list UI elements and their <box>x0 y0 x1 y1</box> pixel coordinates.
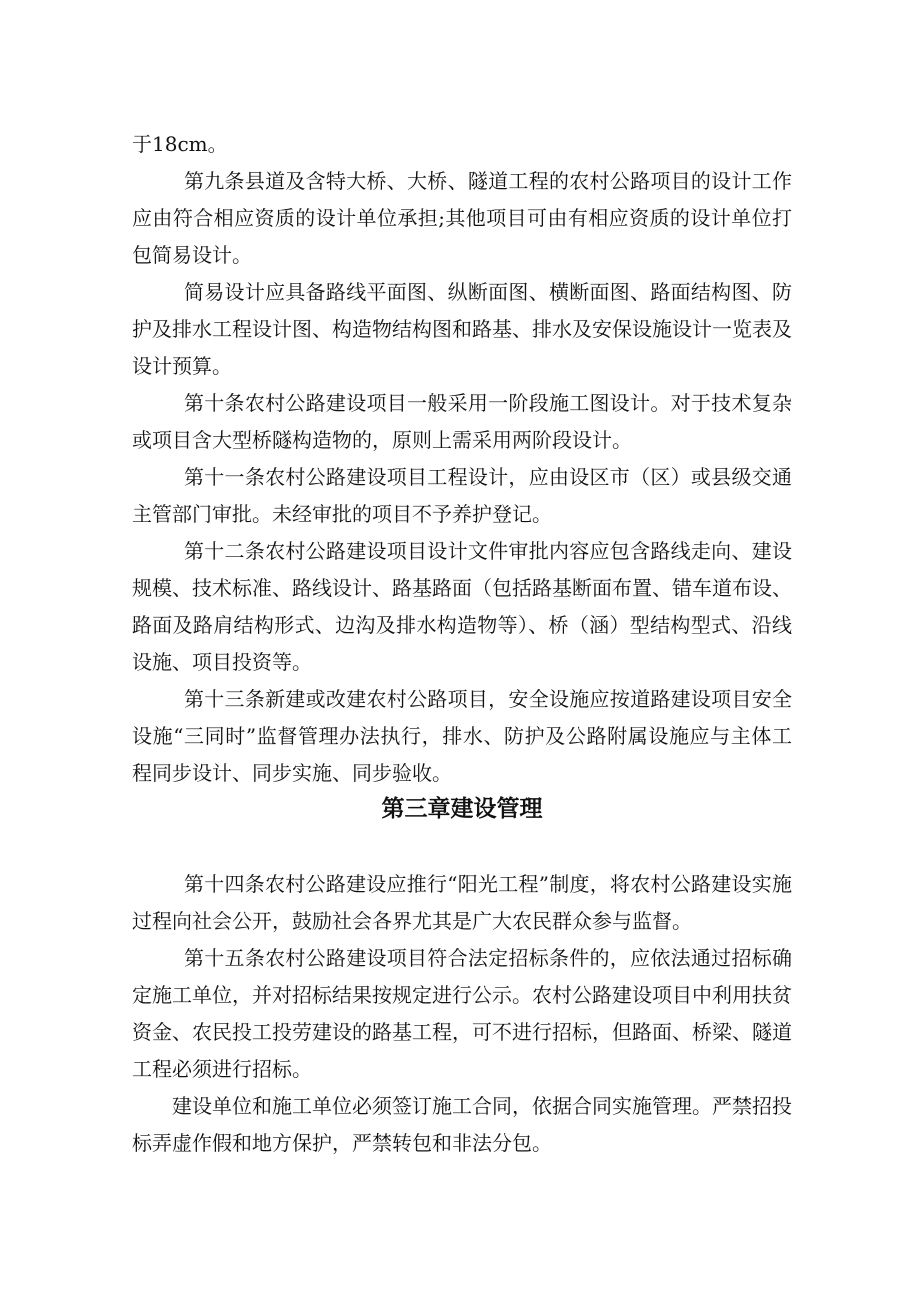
paragraph-article-15: 第十五条农村公路建设项目符合法定招标条件的，应依法通过招标确定施工单位，并对招标结果按规定进行公示。农村公路建设项目中利用扶贫资金、农民投工投劳建设的路基工程，可不进行招标，但路面、桥梁、隧道工程必须进行招标。 <box>132 946 792 1081</box>
paragraph-article-9: 第九条县道及含特大桥、大桥、隧道工程的农村公路项目的设计工作应由符合相应资质的设计单位承担;其他项目可由有相应资质的设计单位打包简易设计。 <box>132 169 792 267</box>
paragraph-article-14: 第十四条农村公路建设应推行“阳光工程”制度，将农村公路建设实施过程向社会公开，鼓励社会各界尤其是广大农民群众参与监督。 <box>132 872 792 933</box>
paragraph-article-11: 第十一条农村公路建设项目工程设计，应由设区市（区）或县级交通主管部门审批。未经审批的项目不予养护登记。 <box>132 465 792 526</box>
paragraph-article-12: 第十二条农村公路建设项目设计文件审批内容应包含路线走向、建设规模、技术标准、路线设计、路基路面（包括路基断面布置、错车道布设、路面及路肩结构形式、边沟及排水构造物等）、桥（涵）型结构型式、沿线设施、项目投资等。 <box>132 539 792 674</box>
chapter-title: 第三章建设管理 <box>381 795 543 822</box>
paragraph-article-13: 第十三条新建或改建农村公路项目，安全设施应按道路建设项目安全设施“三同时”监督管理办法执行，排水、防护及公路附属设施应与主体工程同步设计、同步实施、同步验收。 <box>132 687 792 785</box>
paragraph-simple-design: 简易设计应具备路线平面图、纵断面图、横断面图、路面结构图、防护及排水工程设计图、构造物结构图和路基、排水及安保设施设计一览表及设计预算。 <box>132 280 792 378</box>
paragraph-contract: 建设单位和施工单位必须签订施工合同，依据合同实施管理。严禁招投标弄虚作假和地方保护，严禁转包和非法分包。 <box>132 1094 792 1155</box>
paragraph-continuation: 于18cm。 <box>132 132 228 156</box>
document-body <box>132 126 792 1162</box>
paragraph-article-10: 第十条农村公路建设项目一般采用一阶段施工图设计。对于技术复杂或项目含大型桥隧构造物的，原则上需采用两阶段设计。 <box>132 391 792 452</box>
